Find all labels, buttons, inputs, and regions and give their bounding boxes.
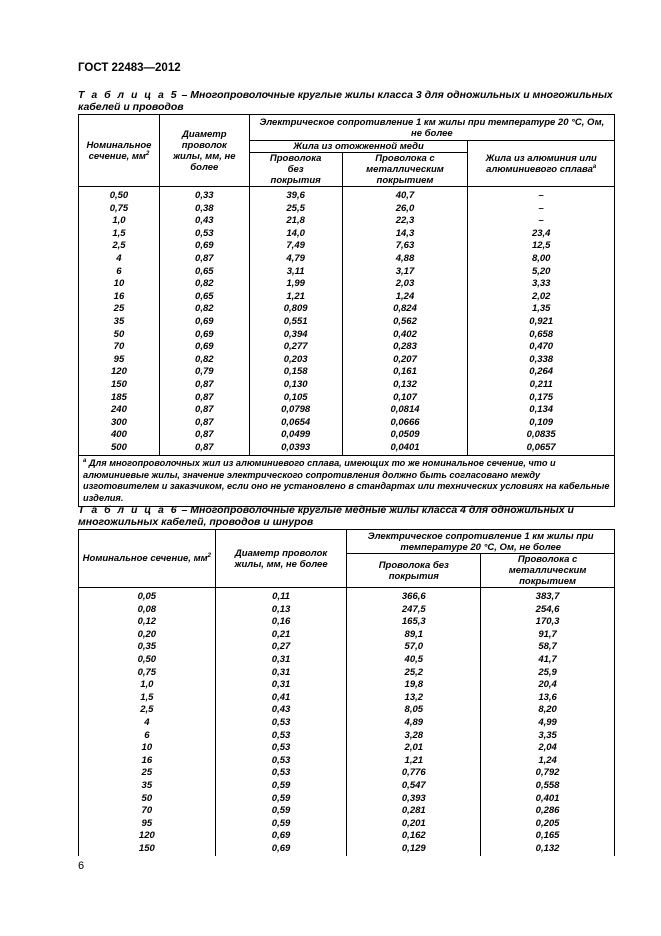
table6-cell: 0,59 bbox=[215, 818, 347, 831]
table6-cell: 0,201 bbox=[347, 818, 481, 831]
table5-cell: 7,63 bbox=[342, 240, 468, 253]
table6-row bbox=[79, 654, 615, 667]
table5-row bbox=[79, 228, 615, 241]
table6-row bbox=[79, 679, 615, 692]
table6-cell: 0,129 bbox=[347, 843, 481, 857]
table5-cell: 0,82 bbox=[159, 278, 249, 291]
table6-cell: 0,393 bbox=[347, 793, 481, 806]
table5-cell: 25,5 bbox=[249, 203, 342, 216]
table5-cell: 0,50 bbox=[79, 187, 160, 203]
table6-cell: 0,53 bbox=[215, 742, 347, 755]
table5-cell: 0,87 bbox=[159, 417, 249, 430]
table6-cell: 0,13 bbox=[215, 604, 347, 617]
table5-cell: 0,87 bbox=[159, 404, 249, 417]
table5-header-coated: Проволока с металлическим покрытием bbox=[342, 153, 468, 187]
table5-cell: 21,8 bbox=[249, 215, 342, 228]
table6-cell: 95 bbox=[79, 818, 216, 831]
table5-cell: 0,658 bbox=[468, 329, 615, 342]
table5-row bbox=[79, 341, 615, 354]
table6-cell: 0,50 bbox=[79, 654, 216, 667]
table5-cell: 0,82 bbox=[159, 303, 249, 316]
table6-cell: 0,792 bbox=[481, 767, 615, 780]
table5-cell: 0,277 bbox=[249, 341, 342, 354]
table5-header-alum: Жила из алюминия или алюминиевого сплава$^а$ bbox=[468, 141, 615, 187]
table6-cell: 91,7 bbox=[481, 629, 615, 642]
table6-row bbox=[79, 843, 615, 857]
table6-cell: 0,20 bbox=[79, 629, 216, 642]
table5-cell: 0,0835 bbox=[468, 429, 615, 442]
table5-row bbox=[79, 429, 615, 442]
table6-cell: 0,53 bbox=[215, 767, 347, 780]
table5-cell: 16 bbox=[79, 291, 160, 304]
table5-cell: 0,0814 bbox=[342, 404, 468, 417]
table5-cell: 0,921 bbox=[468, 316, 615, 329]
table5-cell: 4 bbox=[79, 253, 160, 266]
table5-caption bbox=[78, 89, 615, 113]
table6-cell: 0,31 bbox=[215, 654, 347, 667]
table5-row bbox=[79, 329, 615, 342]
table5-cell: 0,562 bbox=[342, 316, 468, 329]
table5-cell: 0,0499 bbox=[249, 429, 342, 442]
table5-cell: 300 bbox=[79, 417, 160, 430]
table5-cell: 4,79 bbox=[249, 253, 342, 266]
table5-title: – Многопроволочные круглые жилы класса 3 для одножильных и многожильных кабелей и проводов bbox=[78, 89, 613, 113]
table5-cell: 1,99 bbox=[249, 278, 342, 291]
table5-cell: 0,0798 bbox=[249, 404, 342, 417]
page-number: 6 bbox=[78, 860, 85, 872]
table5-cell: 0,132 bbox=[342, 379, 468, 392]
table6-cell: 0,776 bbox=[347, 767, 481, 780]
table5-row bbox=[79, 392, 615, 405]
table5-cell: 8,00 bbox=[468, 253, 615, 266]
table6-cell: 89,1 bbox=[347, 629, 481, 642]
table6-cell: 2,04 bbox=[481, 742, 615, 755]
table5-cell: 0,0401 bbox=[342, 442, 468, 456]
table6-cell: 50 bbox=[79, 793, 216, 806]
table6-cell: 0,281 bbox=[347, 805, 481, 818]
table6-cell: 0,08 bbox=[79, 604, 216, 617]
table5-cell: 0,43 bbox=[159, 215, 249, 228]
table6-cell: 16 bbox=[79, 755, 216, 768]
table5-cell: 0,394 bbox=[249, 329, 342, 342]
table5-row bbox=[79, 366, 615, 379]
table6-cell: 25,9 bbox=[481, 667, 615, 680]
table6-cell: 0,43 bbox=[215, 704, 347, 717]
table5-row bbox=[79, 303, 615, 316]
table6-row bbox=[79, 641, 615, 654]
table5-cell: 0,0666 bbox=[342, 417, 468, 430]
table5-cell: 0,338 bbox=[468, 354, 615, 367]
table6-cell: 165,3 bbox=[347, 616, 481, 629]
table6-cell: 3,35 bbox=[481, 730, 615, 743]
table6-caption bbox=[78, 504, 615, 528]
table5-header-copper: Жила из отожженной меди bbox=[249, 141, 468, 153]
table6-cell: 8,20 bbox=[481, 704, 615, 717]
table5-cell: – bbox=[468, 187, 615, 203]
table6-row bbox=[79, 692, 615, 705]
table5-header-resistance: Электрическое сопротивление 1 км жилы при температуре 20 °С, Ом, не более bbox=[249, 115, 614, 141]
table6-row bbox=[79, 742, 615, 755]
table5-cell: 0,53 bbox=[159, 228, 249, 241]
table6-row bbox=[79, 604, 615, 617]
table5-cell: 0,809 bbox=[249, 303, 342, 316]
table6-row bbox=[79, 830, 615, 843]
table5-header-bare: Проволока без покрытия bbox=[249, 153, 342, 187]
table5-cell: 0,402 bbox=[342, 329, 468, 342]
table5-cell: 3,33 bbox=[468, 278, 615, 291]
table5-cell: 2,02 bbox=[468, 291, 615, 304]
table6-cell: 0,53 bbox=[215, 717, 347, 730]
table5-cell: 120 bbox=[79, 366, 160, 379]
table5 bbox=[78, 114, 615, 507]
table5-cell: 1,24 bbox=[342, 291, 468, 304]
table6-cell: 0,75 bbox=[79, 667, 216, 680]
table6-header-bare: Проволока без покрытия bbox=[347, 554, 481, 588]
table6-cell: 0,11 bbox=[215, 588, 347, 604]
table5-cell: 240 bbox=[79, 404, 160, 417]
table6-row bbox=[79, 767, 615, 780]
table5-cell: 1,0 bbox=[79, 215, 160, 228]
table6-cell: 1,5 bbox=[79, 692, 216, 705]
table6-cell: 40,5 bbox=[347, 654, 481, 667]
table6-cell: 366,6 bbox=[347, 588, 481, 604]
table6-label: Т а б л и ц а 6 bbox=[78, 504, 179, 516]
table5-cell: 0,175 bbox=[468, 392, 615, 405]
table6-cell: 247,5 bbox=[347, 604, 481, 617]
table5-row bbox=[79, 404, 615, 417]
table6-cell: 254,6 bbox=[481, 604, 615, 617]
table6-cell: 0,41 bbox=[215, 692, 347, 705]
table5-row bbox=[79, 316, 615, 329]
table6-cell: 10 bbox=[79, 742, 216, 755]
table6-cell: 1,21 bbox=[347, 755, 481, 768]
table5-cell: 0,470 bbox=[468, 341, 615, 354]
table5-cell: 22,3 bbox=[342, 215, 468, 228]
table6-cell: 70 bbox=[79, 805, 216, 818]
table6-row bbox=[79, 780, 615, 793]
table5-cell: 400 bbox=[79, 429, 160, 442]
table6-cell: 0,59 bbox=[215, 780, 347, 793]
document-header: ГОСТ 22483—2012 bbox=[78, 62, 181, 74]
table5-cell: 0,87 bbox=[159, 379, 249, 392]
table6-cell: 0,16 bbox=[215, 616, 347, 629]
table6-cell: 0,132 bbox=[481, 843, 615, 857]
table6-cell: 0,31 bbox=[215, 679, 347, 692]
table6-cell: 0,401 bbox=[481, 793, 615, 806]
table6-cell: 6 bbox=[79, 730, 216, 743]
table5-cell: 25 bbox=[79, 303, 160, 316]
table6-row bbox=[79, 818, 615, 831]
table5-cell: 0,82 bbox=[159, 354, 249, 367]
table5-cell: 0,107 bbox=[342, 392, 468, 405]
table6 bbox=[78, 529, 615, 856]
table6-header-resistance: Электрическое сопротивление 1 км жилы при температуре 20 °С, Ом, не более bbox=[347, 530, 615, 554]
table5-cell: 150 bbox=[79, 379, 160, 392]
table6-row bbox=[79, 588, 615, 604]
table5-cell: 14,3 bbox=[342, 228, 468, 241]
table6-header-section: Номинальное сечение, $мм^2$ bbox=[79, 530, 216, 588]
table5-row bbox=[79, 354, 615, 367]
table6-cell: 25 bbox=[79, 767, 216, 780]
table6-cell: 3,28 bbox=[347, 730, 481, 743]
table6-cell: 1,24 bbox=[481, 755, 615, 768]
table5-header-diameter: Диаметр проволок жилы, мм, не более bbox=[159, 115, 249, 187]
table5-cell: 0,75 bbox=[79, 203, 160, 216]
table5-cell: – bbox=[468, 215, 615, 228]
table6-cell: 58,7 bbox=[481, 641, 615, 654]
table5-cell: 6 bbox=[79, 266, 160, 279]
table6-cell: 2,5 bbox=[79, 704, 216, 717]
table5-row bbox=[79, 240, 615, 253]
table6-cell: 0,53 bbox=[215, 730, 347, 743]
table6-cell: 57,0 bbox=[347, 641, 481, 654]
table5-cell: 0,0657 bbox=[468, 442, 615, 456]
table5-row bbox=[79, 203, 615, 216]
table5-cell: 0,158 bbox=[249, 366, 342, 379]
table5-cell: 0,87 bbox=[159, 392, 249, 405]
table6-cell: 0,547 bbox=[347, 780, 481, 793]
table6-cell: 0,12 bbox=[79, 616, 216, 629]
table6-cell: 0,59 bbox=[215, 793, 347, 806]
table5-cell: 26,0 bbox=[342, 203, 468, 216]
table5-cell: 0,161 bbox=[342, 366, 468, 379]
table5-row bbox=[79, 379, 615, 392]
table5-cell: 0,134 bbox=[468, 404, 615, 417]
table6-cell: 0,558 bbox=[481, 780, 615, 793]
table5-row bbox=[79, 266, 615, 279]
table5-cell: 2,03 bbox=[342, 278, 468, 291]
table5-cell: 3,17 bbox=[342, 266, 468, 279]
table6-cell: 0,205 bbox=[481, 818, 615, 831]
table6-cell: 150 bbox=[79, 843, 216, 857]
table6-row bbox=[79, 616, 615, 629]
table5-cell: 0,33 bbox=[159, 187, 249, 203]
table5-cell: 0,87 bbox=[159, 253, 249, 266]
table5-cell: 0,207 bbox=[342, 354, 468, 367]
table6-cell: 0,59 bbox=[215, 805, 347, 818]
table6-header-coated: Проволока с металлическим покрытием bbox=[481, 554, 615, 588]
table6-cell: 0,31 bbox=[215, 667, 347, 680]
table5-cell: 0,69 bbox=[159, 240, 249, 253]
table6-cell: 0,27 bbox=[215, 641, 347, 654]
table5-cell: 23,4 bbox=[468, 228, 615, 241]
table6-row bbox=[79, 793, 615, 806]
table6-cell: 4,99 bbox=[481, 717, 615, 730]
table5-cell: 5,20 bbox=[468, 266, 615, 279]
table5-cell: 0,109 bbox=[468, 417, 615, 430]
table5-cell: 7,49 bbox=[249, 240, 342, 253]
table5-cell: 12,5 bbox=[468, 240, 615, 253]
table5-cell: 0,283 bbox=[342, 341, 468, 354]
table5-row bbox=[79, 215, 615, 228]
table5-cell: 0,105 bbox=[249, 392, 342, 405]
table5-cell: 14,0 bbox=[249, 228, 342, 241]
table6-cell: 0,69 bbox=[215, 843, 347, 857]
table5-cell: 0,0509 bbox=[342, 429, 468, 442]
table6-cell: 0,05 bbox=[79, 588, 216, 604]
table5-cell: 0,69 bbox=[159, 341, 249, 354]
table5-cell: 185 bbox=[79, 392, 160, 405]
table5-cell: 39,6 bbox=[249, 187, 342, 203]
table5-row bbox=[79, 278, 615, 291]
table6-row bbox=[79, 717, 615, 730]
table6-cell: 0,53 bbox=[215, 755, 347, 768]
table5-cell: 50 bbox=[79, 329, 160, 342]
table6-cell: 383,7 bbox=[481, 588, 615, 604]
table6-row bbox=[79, 704, 615, 717]
table6-header-diameter: Диаметр проволок жилы, мм, не более bbox=[215, 530, 347, 588]
table6-cell: 170,3 bbox=[481, 616, 615, 629]
table5-cell: 0,203 bbox=[249, 354, 342, 367]
table6-cell: 41,7 bbox=[481, 654, 615, 667]
table5-cell: – bbox=[468, 203, 615, 216]
table6-cell: 20,4 bbox=[481, 679, 615, 692]
table5-cell: 0,79 bbox=[159, 366, 249, 379]
table6-cell: 13,2 bbox=[347, 692, 481, 705]
table5-cell: 0,87 bbox=[159, 429, 249, 442]
table6-row bbox=[79, 755, 615, 768]
table6-cell: 13,6 bbox=[481, 692, 615, 705]
table6-cell: 4,89 bbox=[347, 717, 481, 730]
table6-cell: 35 bbox=[79, 780, 216, 793]
table5-cell: 500 bbox=[79, 442, 160, 456]
table5-cell: 0,69 bbox=[159, 316, 249, 329]
table5-cell: 0,551 bbox=[249, 316, 342, 329]
table6-cell: 1,0 bbox=[79, 679, 216, 692]
table5-row bbox=[79, 417, 615, 430]
table5-cell: 1,5 bbox=[79, 228, 160, 241]
table5-cell: 0,824 bbox=[342, 303, 468, 316]
table5-cell: 70 bbox=[79, 341, 160, 354]
table5-cell: 3,11 bbox=[249, 266, 342, 279]
table5-body bbox=[79, 187, 615, 456]
table5-cell: 0,65 bbox=[159, 266, 249, 279]
table6-cell: 4 bbox=[79, 717, 216, 730]
table6-cell: 0,165 bbox=[481, 830, 615, 843]
table5-cell: 0,0654 bbox=[249, 417, 342, 430]
table5-cell: 95 bbox=[79, 354, 160, 367]
table5-row bbox=[79, 291, 615, 304]
table5-cell: 0,69 bbox=[159, 329, 249, 342]
table5-header-section: Номинальное сечение, $мм^2$ bbox=[79, 115, 160, 187]
table5-cell: 10 bbox=[79, 278, 160, 291]
table5-row bbox=[79, 442, 615, 456]
table5-cell: 1,21 bbox=[249, 291, 342, 304]
table6-row bbox=[79, 667, 615, 680]
table5-cell: 0,0393 bbox=[249, 442, 342, 456]
table6-cell: 8,05 bbox=[347, 704, 481, 717]
table5-cell: 0,211 bbox=[468, 379, 615, 392]
table6-cell: 2,01 bbox=[347, 742, 481, 755]
table6-cell: 120 bbox=[79, 830, 216, 843]
table6-cell: 0,286 bbox=[481, 805, 615, 818]
table6-body bbox=[79, 588, 615, 857]
table5-cell: 0,87 bbox=[159, 442, 249, 456]
table5-row bbox=[79, 253, 615, 266]
table5-cell: 35 bbox=[79, 316, 160, 329]
table5-footnote: $^а$ Для многопроволочных жил из алюминиевого сплава, имеющих то же номинальное сечение, что и алюминиевые жилы, значение электрического сопротивления должно быть согласовано между изготовителем и заказчиком, если оно не установлено в стандартах или технических условиях на кабельные изделия. bbox=[79, 456, 615, 507]
table5-cell: 2,5 bbox=[79, 240, 160, 253]
table5-cell: 40,7 bbox=[342, 187, 468, 203]
table6-title: – Многопроволочные круглые медные жилы класса 4 для одножильных и многожильных кабелей, проводов и шнуров bbox=[78, 504, 574, 528]
table5-label: Т а б л и ц а 5 bbox=[78, 89, 179, 101]
table5-cell: 0,130 bbox=[249, 379, 342, 392]
table5-cell: 0,38 bbox=[159, 203, 249, 216]
table6-row bbox=[79, 629, 615, 642]
table5-cell: 4,88 bbox=[342, 253, 468, 266]
table6-cell: 25,2 bbox=[347, 667, 481, 680]
table6-row bbox=[79, 730, 615, 743]
table5-cell: 0,65 bbox=[159, 291, 249, 304]
table6-cell: 0,21 bbox=[215, 629, 347, 642]
table5-cell: 1,35 bbox=[468, 303, 615, 316]
table6-cell: 0,69 bbox=[215, 830, 347, 843]
table6-cell: 0,162 bbox=[347, 830, 481, 843]
table5-row bbox=[79, 187, 615, 203]
table6-cell: 0,35 bbox=[79, 641, 216, 654]
table5-cell: 0,264 bbox=[468, 366, 615, 379]
table6-cell: 19,8 bbox=[347, 679, 481, 692]
table6-row bbox=[79, 805, 615, 818]
